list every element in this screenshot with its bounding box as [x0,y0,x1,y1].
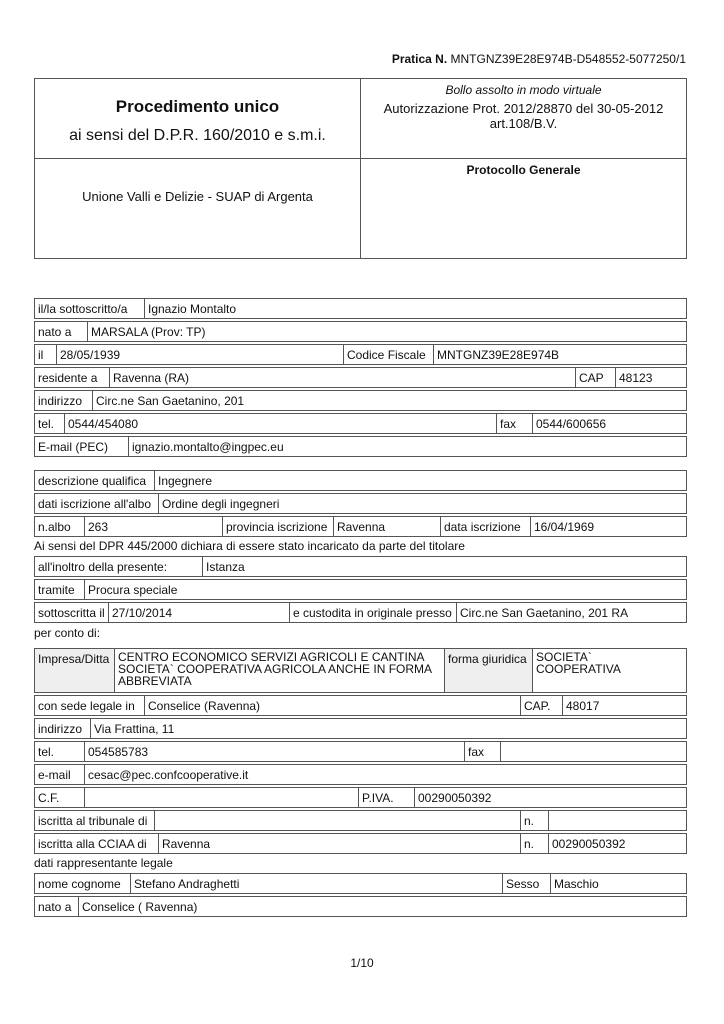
label: all'inoltro della presente: [35,557,203,576]
pratica-value: MNTGNZ39E28E974B-D548552-5077250/1 [450,52,686,66]
label: tramite [35,580,85,599]
label: Codice Fiscale [344,345,434,364]
header-title-cell [35,79,361,159]
label: indirizzo [35,391,93,410]
page-title: Procedimento unico [115,97,280,116]
impresa-forma [533,649,686,692]
value: Stefano Andraghetti [131,874,503,893]
label: residente a [35,368,110,387]
label: fax [465,742,501,761]
value [85,788,359,807]
autorizzazione: Autorizzazione Prot. 2012/28870 del 30-05-2012 [383,101,664,116]
value: 263 [85,517,223,536]
articolo: art.108/B.V. [489,116,558,131]
value [155,811,521,830]
value: Circ.ne San Gaetanino, 201 RA [460,606,629,620]
label: nato a [35,322,88,341]
value: Istanza [206,560,245,574]
value: 00290050392 [552,837,626,851]
row-impresa-cf [34,787,687,808]
row-sottoscritto [34,298,687,319]
label: e custodita in originale presso [290,603,457,622]
label: iscritta al tribunale di [35,811,155,830]
row-impresa [34,648,687,693]
row-rappresentante [34,873,687,894]
label: nato a [35,897,79,916]
value: 48123 [619,371,653,385]
row-cciaa [34,833,687,854]
label: iscritta alla CCIAA di [35,834,159,853]
forma-line: SOCIETA` [536,650,592,664]
value: 48017 [566,699,600,713]
label: con sede legale in [35,696,145,715]
row-data-cf [34,344,687,365]
value: 054585783 [85,742,465,761]
label: il/la sottoscritto/a [35,299,145,318]
value: Procura speciale [88,583,178,597]
label: E-mail (PEC) [35,437,129,456]
forma-line: COOPERATIVA [536,662,621,676]
header-bollo-cell [361,79,687,159]
row-albo [34,493,687,514]
row-impresa-indirizzo [34,718,687,739]
value: 27/10/2014 [109,603,290,622]
row-sottoscritta [34,602,687,623]
value: Ignazio Montalto [148,302,237,316]
row-residente [34,367,687,388]
label: fax [497,414,533,433]
label: Sesso [503,874,551,893]
value: MARSALA (Prov: TP) [91,325,206,339]
label: n. [521,811,549,830]
label: e-mail [35,765,85,784]
value: Conselice (Ravenna) [145,696,521,715]
label: n. [521,834,549,853]
value: Via Frattina, 11 [94,722,175,736]
value: 0544/600656 [536,417,607,431]
impresa-nome-line: CENTRO ECONOMICO SERVIZI AGRICOLI E CANTINA [118,650,425,664]
label: tel. [35,414,65,433]
dichiarazione: Ai sensi del DPR 445/2000 dichiara di essere stato incaricato da parte del titolare [34,539,465,553]
page-number: 1/10 [350,956,374,970]
value: Ravenna [334,517,441,536]
value: Ingegnere [158,474,213,488]
label: Impresa/Ditta [35,649,115,692]
row-qualifica [34,470,687,491]
label: indirizzo [35,719,91,738]
impresa-nome-line: ABBREVIATA [118,674,192,688]
value [549,811,686,830]
value [501,742,686,761]
page-subtitle: ai sensi del D.P.R. 160/2010 e s.m.i. [69,127,326,144]
value: 00290050392 [418,791,492,805]
value: Circ.ne San Gaetanino, 201 [96,394,245,408]
label: CAP [576,368,616,387]
ente-cell [35,159,361,259]
label: data iscrizione [441,517,531,536]
label: C.F. [35,788,85,807]
protocollo-label: Protocollo Generale [466,163,581,177]
row-tramite [34,579,687,600]
pratica-label: Pratica N. [391,52,448,66]
row-inoltro [34,556,687,577]
label: il [35,345,57,364]
value: Ravenna (RA) [110,368,576,387]
row-nato [34,321,687,342]
value: 0544/454080 [65,414,497,433]
label: n.albo [35,517,85,536]
value: Ordine degli ingegneri [162,497,280,511]
value: Conselice ( Ravenna) [82,900,198,914]
label: nome cognome [35,874,131,893]
row-tel-fax [34,413,687,434]
impresa-nome-line: SOCIETA` COOPERATIVA AGRICOLA ANCHE IN FORMA [118,662,433,676]
value: 28/05/1939 [57,345,344,364]
row-impresa-email [34,764,687,785]
pratica-number [392,52,686,66]
bollo-label: Bollo assolto in modo virtuale [445,83,602,97]
label: sottoscritta il [35,603,109,622]
label: tel. [35,742,85,761]
label: descrizione qualifica [35,471,155,490]
protocollo-cell [361,159,687,259]
value: Ravenna [159,834,521,853]
value: 16/04/1969 [534,520,595,534]
label: forma giuridica [445,649,533,692]
ente: Unione Valli e Delizie - SUAP di Argenta [82,188,313,204]
row-sede [34,695,687,716]
rappresentante-title: dati rappresentante legale [34,856,173,870]
value: Maschio [554,877,599,891]
value: ignazio.montalto@ingpec.eu [132,440,284,454]
header-table [34,78,687,259]
row-email [34,436,687,457]
row-tribunale [34,810,687,831]
value: cesac@pec.confcooperative.it [88,768,249,782]
label: dati iscrizione all'albo [35,494,159,513]
row-nalbo [34,516,687,537]
row-rappresentante-nato [34,896,687,917]
label: P.IVA. [359,788,415,807]
label: CAP. [521,696,563,715]
row-impresa-tel [34,741,687,762]
value: MNTGNZ39E28E974B [437,348,560,362]
per-conto: per conto di: [34,626,101,640]
impresa-nome [115,649,445,692]
label: provincia iscrizione [223,517,334,536]
row-indirizzo [34,390,687,411]
